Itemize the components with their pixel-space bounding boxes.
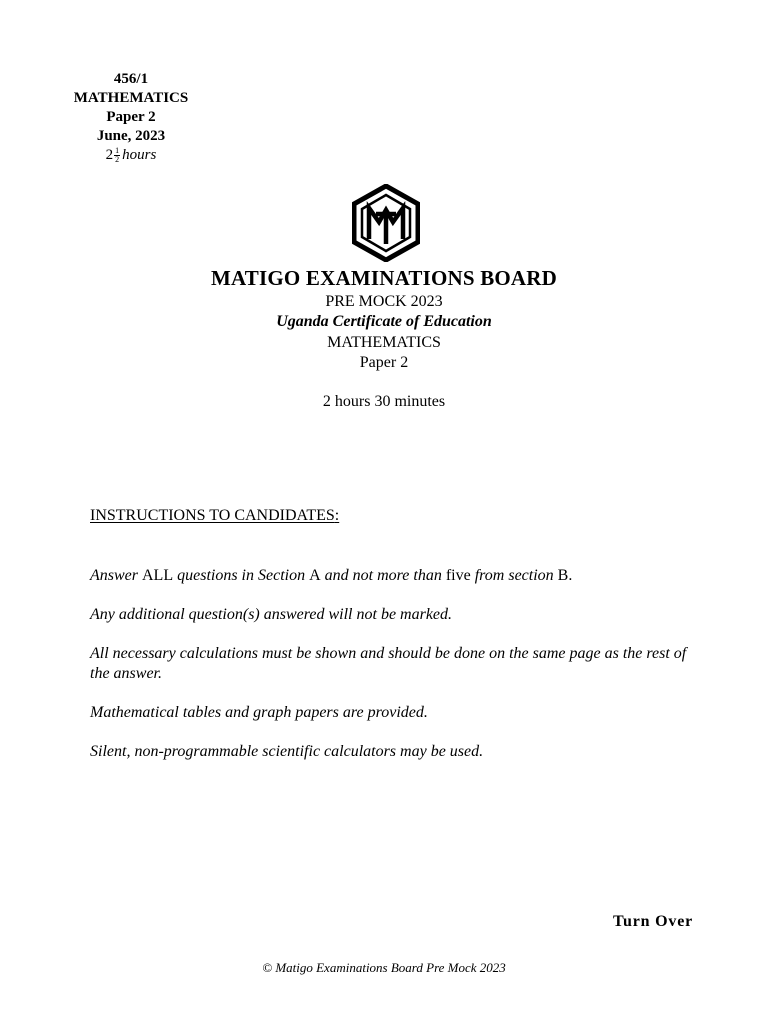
exam-duration: 2 hours 30 minutes (322, 393, 446, 410)
turn-over-label: Turn Over (613, 913, 693, 930)
instr1-part: . (568, 567, 573, 584)
instr1-part: B (557, 567, 569, 584)
instr1-part: and not more than (320, 567, 446, 584)
instruction-4: Mathematical tables and graph papers are provided. (90, 704, 428, 721)
mt-hexagon-logo-icon (352, 184, 420, 262)
paper-date: June, 2023 (96, 128, 166, 144)
certificate-name: Uganda Certificate of Education (276, 313, 492, 330)
duration-whole: 2 (105, 147, 114, 163)
exam-name: PRE MOCK 2023 (325, 293, 443, 310)
paper-code: 456/1 (113, 71, 149, 87)
copyright-footer: © Matigo Examinations Board Pre Mock 2023 (262, 960, 506, 975)
fraction-denominator: 2 (115, 155, 120, 165)
paper-number: Paper 2 (106, 109, 156, 125)
duration-unit: hours (122, 147, 157, 163)
paper-duration (56, 146, 206, 165)
fraction-numerator: 1 (115, 146, 120, 156)
paper-subject: MATHEMATICS (73, 90, 189, 106)
paper-header (56, 70, 206, 165)
instructions-heading-text: INSTRUCTIONS TO CANDIDATES (90, 507, 335, 524)
instruction-5: Silent, non-programmable scientific calculators may be used. (90, 743, 484, 760)
instr1-part: five (445, 567, 471, 584)
instruction-3: All necessary calculations must be shown and should be done on the same page as the rest of the answer. (90, 645, 687, 682)
instr1-part: from section (470, 567, 558, 584)
instruction-1 (90, 566, 690, 586)
instruction-2: Any additional question(s) answered will not be marked. (90, 606, 453, 623)
instructions-heading-colon: : (334, 507, 340, 524)
board-name: MATIGO EXAMINATIONS BOARD (210, 266, 558, 290)
duration-fraction (114, 147, 120, 164)
instr1-part: questions in Section (173, 567, 310, 584)
instr1-part: Answer (90, 567, 142, 584)
subject-name: MATHEMATICS (327, 334, 441, 351)
instr1-part: ALL (142, 567, 174, 584)
instr1-part: A (309, 567, 321, 584)
paper-name: Paper 2 (359, 354, 409, 371)
instructions-heading (90, 507, 339, 525)
